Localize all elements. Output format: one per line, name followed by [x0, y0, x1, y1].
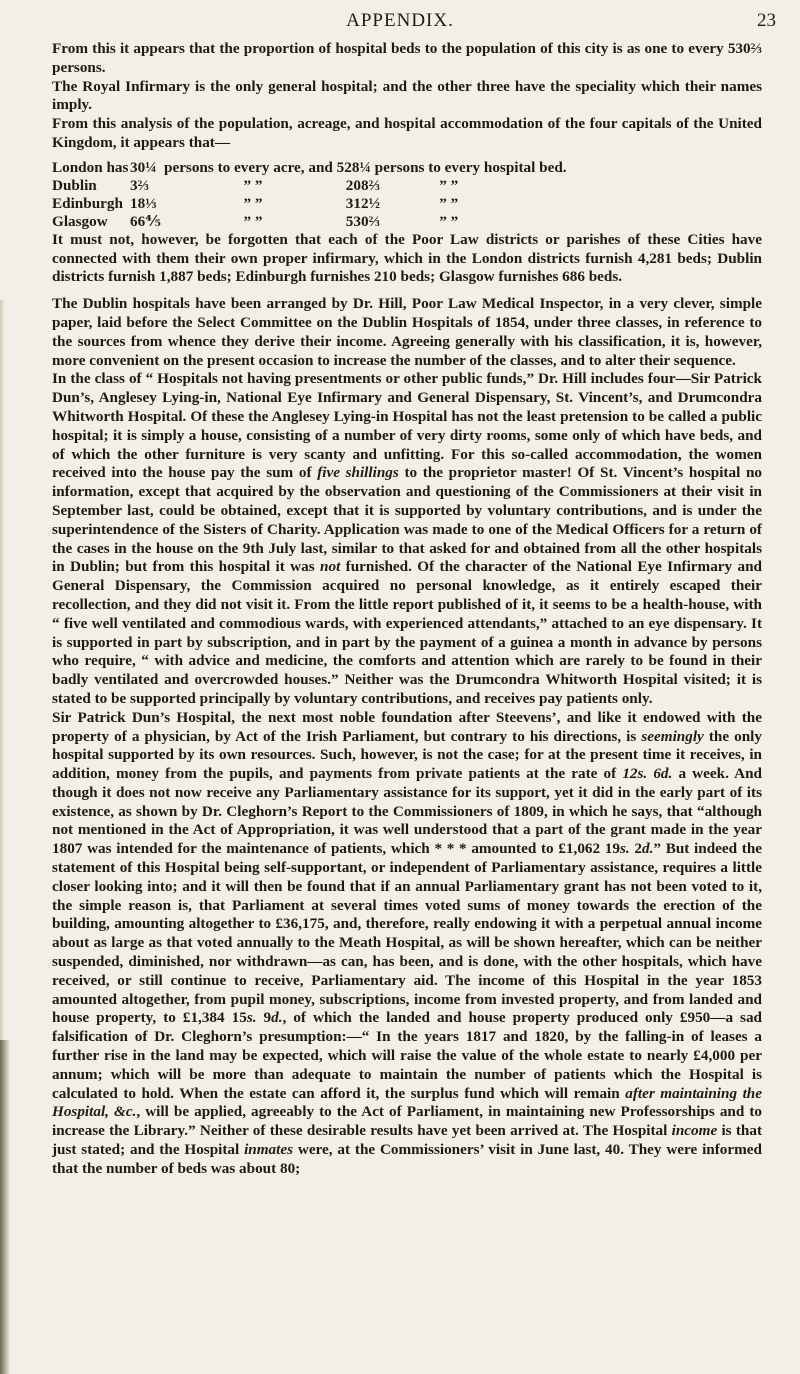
italic-text: income [671, 1122, 718, 1140]
text-run: to the proprietor master! Of St. Vincent’s hospital no information, except that acquired by the observation and questioning of the Commissioners at their visit in September last, could be obtained, except that it is supported by voluntary contributions, and is under the superintendence of the Sisters of Charity. Application was made to one of the Medical Officers for a return of the cases in the house on the 9th July last, similar to that asked for and obtained from all the other hospitals in Dublin; but from this hospital it was [52, 464, 763, 576]
persons-per-bed: 312½ [345, 194, 380, 212]
table-row [52, 213, 762, 231]
city-cell: London has [52, 158, 129, 176]
running-head [0, 8, 800, 34]
paragraph-analysis-intro: From this analysis of the population, acreage, and hospital accommodation of the four capitals of the United Kingdom, it appears that— [52, 115, 762, 151]
city-cell: Glasgow [52, 212, 108, 230]
paragraph-sir-patrick-dun [52, 709, 762, 1179]
italic-text: after maintaining the Hospital, &c. [52, 1084, 762, 1121]
text-run: a week. And though it does not now receive any Parliamentary assistance for its support, yet it did in the early part of its existence, as shown by Dr. Cleghorn’s Report to the Commissioners of 1809, in which he says, that “although not mentioned in the Act of Appropriation, it was well understood that a part of the grant made in the year 1807 was intended for the maintenance of patients, which * * * amounted to £1,062 19 [52, 765, 763, 858]
persons-per-bed: 530⅔ [345, 212, 380, 230]
page-edge-shadow-upper [0, 300, 5, 1040]
text-run: is that just stated; and the Hospital [52, 1122, 762, 1159]
ditto-marks: ” ” [439, 194, 459, 212]
city-cell: Dublin [52, 176, 97, 194]
ditto-marks: ” ” [439, 176, 459, 194]
italic-text: d. [642, 840, 654, 858]
italic-text: five shillings [317, 464, 399, 482]
ditto-marks: ” ” [439, 212, 459, 230]
text-run: , will be applied, agreeably to the Act of Parliament, in maintaining new Professorships and to increase the Library.” Neither of these desirable results have yet been arrived at. The Hospital [52, 1103, 763, 1140]
italic-text: not [320, 558, 341, 576]
text-run: ” But indeed the statement of this Hospital being self-supportant, or independent of Parliamentary assistance, requires a little closer looking into; and it will then be found that if an annual Parliamentary grant has not been voted to it, the simple reason is, that Parliament at several times voted sums of money towards the erection of the building, amounting altogether to £36,175, and, therefore, really endowing it with a perpetual annual income about as large as that voted annually to the Meath Hospital, as will be shown hereafter, which can be neither suspended, diminished, nor withdrawn—as can, has been, and is done, with the other hospitals, which have received, or still continue to receive, Parliamentary aid. The income of this Hospital in the year 1853 amounted altogether, from pupil money, subscriptions, income from invested property, and from landed and house property, to £1,384 15 [52, 840, 763, 1027]
city-cell: Edinburgh [52, 194, 123, 212]
page-edge-shadow-lower [0, 1040, 10, 1374]
table-row [52, 195, 762, 213]
text-run: 2 [629, 840, 643, 858]
persons-per-acre-cell: 66⅘ [130, 212, 161, 230]
paragraph-royal-infirmary: The Royal Infirmary is the only general hospital; and the other three have the speciality which their names imply. [52, 77, 762, 114]
italic-text: d. [271, 1009, 283, 1027]
middle-text: persons to every acre, and [164, 158, 333, 176]
persons-per-acre-cell: 18⅓ [130, 194, 157, 212]
paragraph-poor-law: It must not, however, be forgotten that each of the Poor Law districts or parishes of these Cities have connected with them their own proper infirmary, which in the London districts furnish 4,281 beds; Dublin districts furnish 1,887 beds; Edinburgh furnishes 210 beds; Glasgow furnishes 686 beds. [52, 230, 762, 286]
persons-per-bed: 528¼ [336, 158, 371, 176]
ditto-marks: ” ” [243, 212, 263, 230]
running-head-title: APPENDIX. [346, 10, 454, 31]
paragraph-proportion: From this it appears that the proportion of hospital beds to the population of this city is as one to every 530⅔ persons. [52, 40, 762, 76]
persons-per-acre-cell: 3⅔ [130, 176, 149, 194]
ditto-marks: ” ” [243, 194, 263, 212]
body-text [52, 40, 762, 1179]
comparison-text-cell [164, 177, 762, 195]
text-run: furnished. Of the character of the National Eye Infirmary and General Dispensary, the Commission acquired no personal knowledge, as it entirely escaped their recollection, and they did not visit it. From the little report published of it, it seems to be a health-house, with “ five well ventilated and commodious wards, with experienced attendants,” attached to an eye dispensary. It is supported in part by subscription, and in part by the payment of a guinea a month in advance by persons who require, “ with advice and medicine, the comforts and attention which are rarely to be found in their badly ventilated and overcrowded houses.” Neither was the Drumcondra Whitworth Hospital visited; it is stated to be supported principally by voluntary contributions, and receives pay patients only. [52, 558, 762, 707]
italic-text: inmates [244, 1141, 294, 1159]
page-number: 23 [757, 10, 776, 31]
paragraph-dublin-hospitals: The Dublin hospitals have been arranged by Dr. Hill, Poor Law Medical Inspector, in a very clever, simple paper, laid before the Select Committee on the Dublin Hospitals of 1854, under three classes, in reference to the sources from whence they derive their income. Agreeing generally with his classification, it is, however, more convenient on the present occasion to increase the number of the classes, and to alter their sequence. [52, 295, 762, 369]
text-run: 9 [256, 1009, 272, 1027]
persons-per-acre-cell: 30¼ [130, 158, 157, 176]
text-run: Sir Patrick Dun’s Hospital, the next most noble foundation after Steevens’, and like it endowed with the property of a physician, by Act of the Irish Parliament, but contrary to his directions, is [52, 708, 762, 745]
comparison-text-cell [164, 195, 762, 213]
text-run: In the class of “ Hospitals not having presentments or other public funds,” Dr. Hill includes four—Sir Patrick Dun’s, Anglesey Lying-in, National Eye Infirmary and General Dispensary, St. Vincent’s, and Drumcondra Whitworth Hospital. Of these the Anglesey Lying-in Hospital has not the least pretension to be called a public hospital; it is simply a house, consisting of a number of very dirty rooms, some only of which have beds, and of which the other furniture is very scanty and unfitting. For this so-called accommodation, the women received into the house pay the sum of [52, 370, 762, 482]
italic-text: 12s. 6d. [622, 765, 673, 783]
italic-text: s. [620, 840, 630, 858]
comparison-text-cell [164, 213, 762, 231]
italic-text: s. [246, 1009, 257, 1027]
table-row [52, 177, 762, 195]
end-text: persons to every hospital bed. [374, 158, 567, 176]
persons-per-bed: 208⅔ [345, 176, 380, 194]
italic-text: seemingly [641, 727, 704, 745]
capitals-comparison-table [52, 159, 762, 231]
ditto-marks: ” ” [243, 176, 263, 194]
text-run: , of which the landed and house property produced only £950—a sad falsification of Dr. Cleghorn’s presumption:—“ In the years 1817 and 1820, by the falling-in of leases a further rise in the land may be expected, which will raise the value of the whole estate to nearly £4,000 per annum; which will be more than adequate to maintain the number of patients which the Hospital is calculated to hold. When the estate can afford it, the surplus fund which will remain [52, 1009, 762, 1102]
table-row [52, 159, 762, 177]
comparison-text-cell [164, 159, 762, 177]
text-run: were, at the Commissioners’ visit in June last, 40. They were informed that the number of beds was about 80; [52, 1141, 762, 1177]
paragraph-class-hospitals [52, 370, 762, 708]
text-run: the only hospital supported by its own resources. Such, however, is not the case; for at the present time it receives, in addition, money from the pupils, and payments from private patients at the rate of [52, 727, 762, 783]
